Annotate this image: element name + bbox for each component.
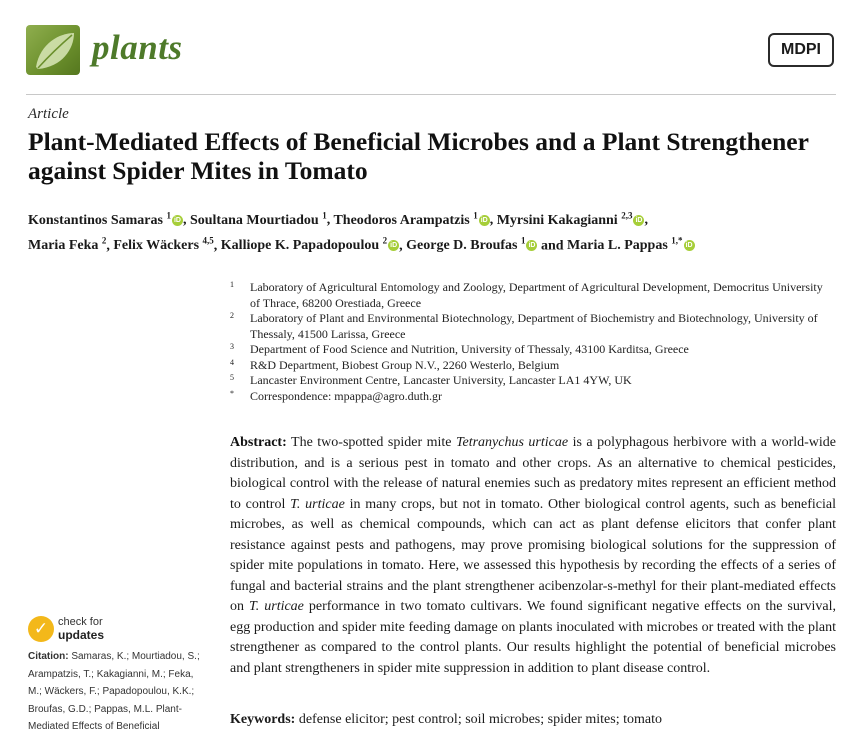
author-name: Soultana Mourtiadou — [189, 212, 323, 228]
author — [28, 210, 183, 228]
journal-logo — [26, 25, 80, 75]
keywords — [230, 712, 836, 728]
author — [333, 210, 489, 228]
author — [567, 235, 694, 254]
author-name: Maria L. Pappas — [567, 238, 672, 254]
checkmark-icon: ✓ — [28, 616, 54, 642]
citation-label: Citation: — [28, 651, 69, 662]
affiliation-number: 4 — [230, 357, 234, 367]
journal-name: plants — [92, 28, 183, 67]
author-affiliation: 1 — [520, 235, 526, 246]
keywords-text: defense elicitor; pest control; soil microbes; spider mites; tomato — [298, 712, 662, 727]
author-name: Maria Feka — [28, 238, 102, 254]
abstract-text-3: in many crops, but not in tomato. Other biological control agents, such as beneficial microbes, as well as chemical compounds, which can act as plant defense elicitors that confer plant resistance against pests and pathogens, may prove promising biological solutions for the suppression of spider mite populations in tomato. Here, we assessed this hypothesis by recording the effects of a series of fungal and bacterial strains and the plant strengthener acibenzolar-s-methyl for their plant-mediated effects on — [230, 496, 837, 614]
orcid-icon[interactable]: iD — [390, 242, 398, 250]
affiliation-text: Laboratory of Agricultural Entomology and Zoology, Department of Agricultural Development, Democritus University of Thrace, 68200 Orestiada, Greece — [250, 280, 823, 310]
author-affiliation: 1 — [473, 210, 478, 220]
author-affiliation: 1 — [322, 210, 327, 220]
author-affiliation: 2 — [382, 235, 388, 246]
author-affiliation: 4,5 — [202, 235, 214, 246]
citation-text: Samaras, K.; Mourtiadou, S.; Arampatzis, T.; Kakagianni, M.; Feka, M.; Wäckers, F.; Papadopoulou, K.K.; Broufas, G.D.; Pappas, M.L. Plant-Mediated Effects of Beneficial — [28, 651, 200, 732]
publisher-logo: MDPI — [768, 33, 834, 67]
abstract-text-1: The two-spotted spider mite — [291, 435, 456, 450]
author — [28, 235, 107, 254]
affiliation-number: 5 — [230, 373, 234, 382]
author — [220, 235, 399, 254]
check-for-label: check for — [58, 616, 103, 628]
affiliation-number: 1 — [230, 280, 234, 289]
author-affiliation: 1 — [166, 210, 171, 220]
orcid-icon[interactable]: iD — [528, 242, 536, 250]
abstract — [230, 433, 836, 679]
author-list: Konstantinos Samaras $^1$iD , Soultana Mourtiadou $^1$, Theodoros Arampatzis $^1$iD , Myrsini Kakagianni $^{2,3}$iD , Maria Feka $^2$, Felix Wäckers $^{4,5}$, Kalliope K. Papadopoulou $^2$iD , George D. Broufas $^1$iD and Maria L. Pappas $^{1,*}$iD — [28, 210, 693, 254]
affiliation-text: Laboratory of Plant and Environmental Biotechnology, Department of Biochemistry and Biotechnology, University of Thessaly, 41500 Larissa, Greece — [250, 311, 818, 341]
check-for-updates-button[interactable] — [28, 616, 148, 644]
header-divider — [26, 94, 836, 95]
orcid-icon[interactable]: iD — [635, 216, 643, 224]
species-name: Tetranychus urticae — [456, 435, 569, 450]
species-name: T. urticae — [249, 599, 304, 614]
affiliation-text: Department of Food Science and Nutrition, University of Thessaly, 43100 Karditsa, Greece — [250, 342, 689, 356]
affiliation-item — [230, 311, 830, 342]
author-name: George D. Broufas — [406, 238, 521, 254]
affiliation-number: * — [230, 388, 234, 398]
author — [406, 235, 537, 254]
affiliation-text: Correspondence: mpappa@agro.duth.gr — [250, 388, 442, 403]
affiliations — [230, 280, 830, 404]
author-name: Konstantinos Samaras — [28, 212, 167, 228]
affiliation-text: Lancaster Environment Centre, Lancaster University, Lancaster LA1 4YW, UK — [250, 373, 632, 387]
author-name: Theodoros Arampatzis — [333, 212, 474, 228]
article-type: Article — [28, 106, 69, 122]
orcid-icon[interactable]: iD — [173, 216, 181, 224]
affiliation-item — [230, 280, 830, 311]
author — [496, 210, 645, 228]
updates-label: updates — [58, 628, 105, 642]
affiliation-item — [230, 389, 830, 405]
author — [189, 210, 327, 228]
orcid-icon[interactable]: iD — [480, 216, 488, 224]
affiliation-item — [230, 342, 830, 358]
affiliation-number: 2 — [230, 311, 234, 320]
author-affiliation: 2,3 — [621, 210, 633, 220]
author-affiliation: 2 — [101, 235, 107, 246]
abstract-label: Abstract: — [230, 435, 287, 450]
affiliation-text: R&D Department, Biobest Group N.V., 2260 Westerlo, Belgium — [250, 357, 560, 372]
author-affiliation: 1,* — [671, 235, 683, 246]
author-name: Myrsini Kakagianni — [496, 212, 622, 228]
author-name: Felix Wäckers — [113, 238, 203, 254]
keywords-label: Keywords: — [230, 712, 296, 727]
affiliation-item — [230, 358, 830, 374]
abstract-text-4: performance in two tomato cultivars. We found significant negative effects on the survival, egg production and spider mite feeding damage on plants inoculated with microbes or treated with the plant strengthener as compared to the control plants. Our results highlight the potential of beneficial microbes and plant strengtheners in spider mite suppression in addition to plant disease control. — [230, 599, 837, 676]
leaf-icon — [26, 25, 80, 75]
species-name: T. urticae — [290, 496, 345, 512]
orcid-icon[interactable]: iD — [685, 242, 693, 250]
affiliation-number: 3 — [230, 342, 234, 351]
author — [113, 235, 214, 254]
article-title: Plant-Mediated Effects of Beneficial Microbes and a Plant Strengthener against Spider Mites in Tomato — [28, 127, 809, 185]
abstract-text-2: is a polyphagous herbivore with a world-wide distribution, and is a serious pest in tomato and other crops. As an alternative to chemical pesticides, biological control with the release of natural enemies such as predatory mites represent an efficient method to control — [230, 435, 836, 512]
author-name: Kalliope K. Papadopoulou — [220, 238, 383, 254]
affiliation-item — [230, 373, 830, 389]
citation — [28, 648, 208, 736]
